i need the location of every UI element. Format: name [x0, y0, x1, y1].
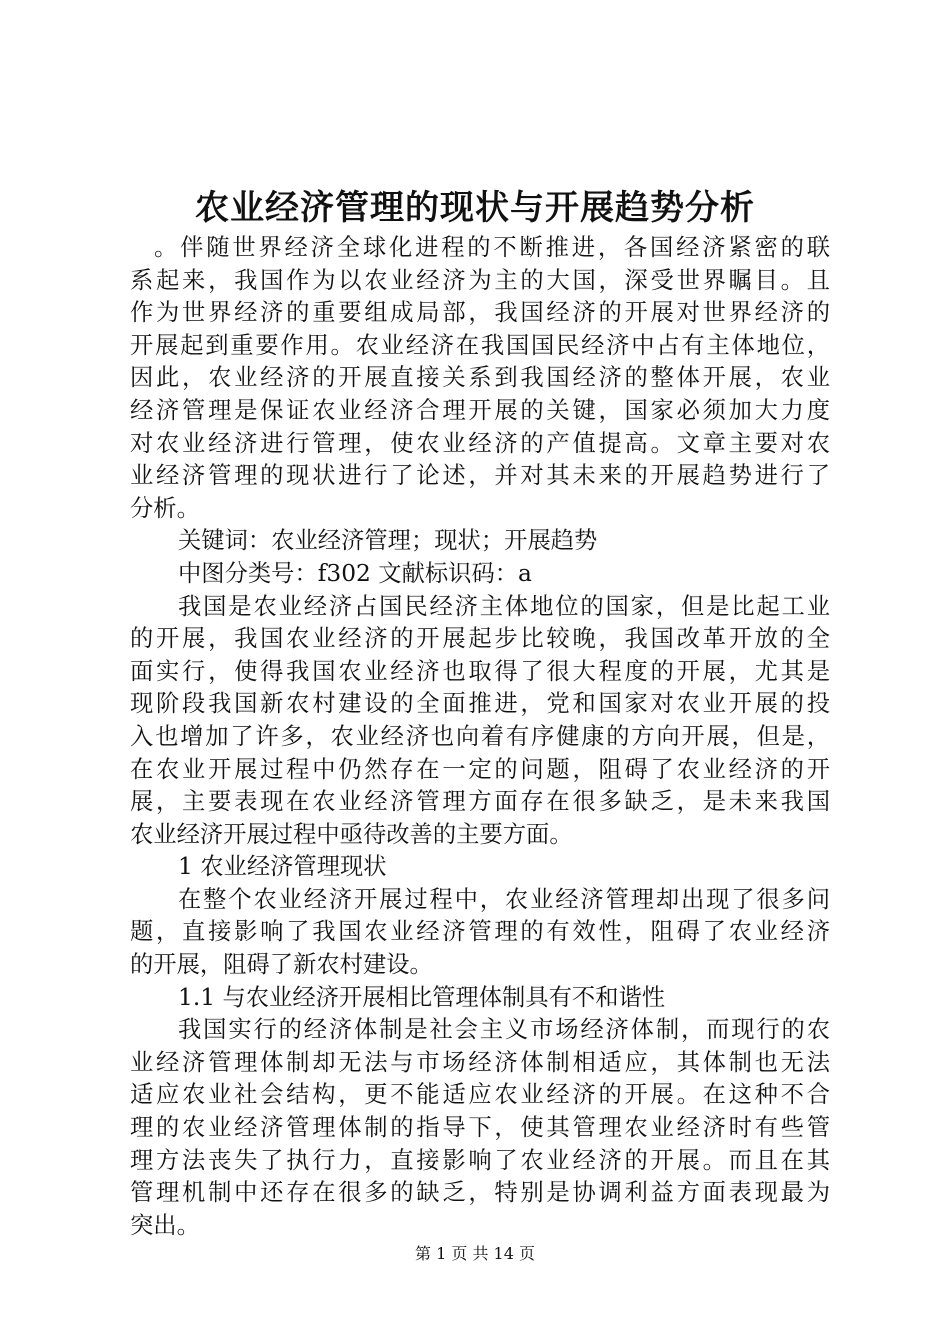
page-footer: 第 1 页 共 14 页 [415, 1244, 535, 1263]
text-line: 理的农业经济管理体制的指导下，使其管理农业经济时有些管 [130, 1114, 830, 1142]
text-line: 入也增加了许多，农业经济也向着有序健康的方向开展，但是， [130, 722, 830, 750]
text-line: 题，直接影响了我国农业经济管理的有效性，阻碍了农业经济 [130, 918, 830, 946]
text-line: 开展起到重要作用。农业经济在我国国民经济中占有主体地位， [130, 331, 830, 359]
text-line: 理方法丧失了执行力，直接影响了农业经济的开展。而且在其 [130, 1146, 830, 1174]
text-line: 分析。 [130, 494, 200, 522]
text-line: 。伴随世界经济全球化进程的不断推进，各国经济紧密的联 [154, 234, 830, 261]
text-line: 在农业开展过程中仍然存在一定的问题，阻碍了农业经济的开 [130, 755, 830, 783]
text-line: 在整个农业经济开展过程中，农业经济管理却出现了很多问 [178, 885, 830, 913]
text-line: 我国实行的经济体制是社会主义市场经济体制，而现行的农 [178, 1016, 830, 1044]
classification-line: 中图分类号：f302 文献标识码：a [178, 559, 532, 587]
text-line: 的开展，我国农业经济的开展起步比较晚，我国改革开放的全 [130, 625, 830, 653]
text-line: 的开展，阻碍了新农村建设。 [130, 951, 433, 979]
text-line: 适应农业社会结构，更不能适应农业经济的开展。在这种不合 [130, 1081, 830, 1109]
text-line: 我国是农业经济占国民经济主体地位的国家，但是比起工业 [178, 592, 830, 620]
document-body [130, 232, 830, 1242]
text-line: 面实行，使得我国农业经济也取得了很大程度的开展，尤其是 [130, 657, 830, 685]
text-line: 现阶段我国新农村建设的全面推进，党和国家对农业开展的投 [130, 690, 830, 718]
section-heading: 1 农业经济管理现状 [178, 853, 387, 881]
keywords-line: 关键词：农业经济管理；现状；开展趋势 [178, 527, 598, 555]
text-line: 业经济管理的现状进行了论述，并对其未来的开展趋势进行了 [130, 462, 830, 490]
text-line: 突出。 [130, 1211, 200, 1239]
text-line: 对农业经济进行管理，使农业经济的产值提高。文章主要对农 [130, 429, 830, 457]
text-line: 展，主要表现在农业经济管理方面存在很多缺乏，是未来我国 [130, 788, 830, 816]
text-line: 作为世界经济的重要组成局部，我国经济的开展对世界经济的 [130, 299, 830, 327]
text-line: 系起来，我国作为以农业经济为主的大国，深受世界瞩目。且 [130, 266, 830, 294]
subsection-heading: 1.1 与农业经济开展相比管理体制具有不和谐性 [178, 983, 666, 1011]
text-line: 管理机制中还存在很多的缺乏，特别是协调利益方面表现最为 [130, 1179, 830, 1207]
text-line: 农业经济开展过程中亟待改善的主要方面。 [130, 820, 573, 848]
text-line: 经济管理是保证农业经济合理开展的关键，国家必须加大力度 [130, 396, 830, 424]
document-title: 农业经济管理的现状与开展趋势分析 [195, 188, 755, 228]
text-line: 业经济管理体制却无法与市场经济体制相适应，其体制也无法 [130, 1048, 830, 1076]
text-line: 因此，农业经济的开展直接关系到我国经济的整体开展，农业 [130, 364, 830, 392]
